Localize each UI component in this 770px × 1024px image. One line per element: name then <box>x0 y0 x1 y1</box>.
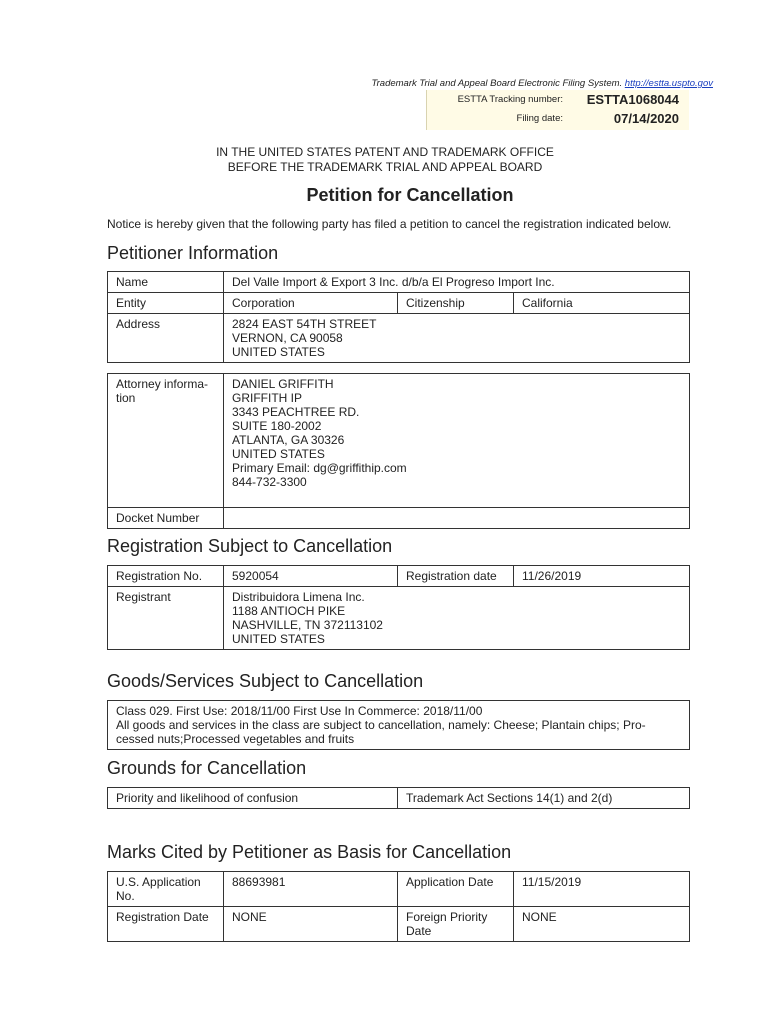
tracking-box <box>426 90 689 130</box>
grounds-heading: Grounds for Cancellation <box>107 758 307 778</box>
filing-date-label: Filing date: <box>516 113 563 124</box>
registrant-label: Registrant <box>108 587 224 650</box>
entity-label: Entity <box>108 293 224 314</box>
estta-link[interactable]: http://estta.uspto.gov <box>624 78 713 89</box>
address-line: VERNON, CA 90058 <box>232 331 343 345</box>
attorney-label-line: tion <box>116 391 136 405</box>
name-value: Del Valle Import & Export 3 Inc. d/b/a El Progreso Import Inc. <box>224 272 690 293</box>
name-label: Name <box>108 272 224 293</box>
filing-date-value: 07/14/2020 <box>613 111 679 126</box>
registrant-line: NASHVILLE, TN 372113102 <box>232 618 383 632</box>
attorney-table <box>107 373 690 529</box>
address-line: 2824 EAST 54TH STREET <box>232 317 377 331</box>
citizenship-label: Citizenship <box>398 293 514 314</box>
goods-heading: Goods/Services Subject to Cancellation <box>107 671 424 691</box>
attorney-line: 3343 PEACHTREE RD. <box>232 405 360 419</box>
tracking-number-label: ESTTA Tracking number: <box>457 94 563 105</box>
attorney-line: SUITE 180-2002 <box>232 419 322 433</box>
marks-table <box>107 871 690 942</box>
attorney-line: DANIEL GRIFFITH <box>232 377 334 391</box>
foreign-priority-label <box>398 907 514 942</box>
document-title: Petition for Cancellation <box>306 185 514 205</box>
goods-line: All goods and services in the class are subject to cancellation, namely: Cheese; Plantain chips; Pro- <box>116 718 646 732</box>
ground-value: Priority and likelihood of confusion <box>108 788 398 809</box>
marks-registration-date-label: Registration Date <box>108 907 224 942</box>
registrant-line: UNITED STATES <box>232 632 325 646</box>
foreign-priority-label-line: Foreign Priority <box>406 910 488 924</box>
foreign-priority-label-line: Date <box>406 924 432 938</box>
office-line-2: BEFORE THE TRADEMARK TRIAL AND APPEAL BOARD <box>227 160 543 174</box>
ground-basis: Trademark Act Sections 14(1) and 2(d) <box>398 788 690 809</box>
attorney-line: 844-732-3300 <box>232 475 307 489</box>
attorney-line: ATLANTA, GA 30326 <box>232 433 345 447</box>
application-date-label: Application Date <box>398 872 514 907</box>
registration-no-value: 5920054 <box>224 566 398 587</box>
application-no-label-line: No. <box>116 889 135 903</box>
office-line-1: IN THE UNITED STATES PATENT AND TRADEMARK OFFICE <box>216 145 554 159</box>
marks-heading: Marks Cited by Petitioner as Basis for Cancellation <box>107 842 512 862</box>
registration-date-value: 11/26/2019 <box>514 566 690 587</box>
goods-line: cessed nuts;Processed vegetables and fruits <box>116 732 355 746</box>
registration-no-label: Registration No. <box>108 566 224 587</box>
registrant-value <box>224 587 690 650</box>
registration-table <box>107 565 690 650</box>
citizenship-value: California <box>514 293 690 314</box>
application-no-value: 88693981 <box>224 872 398 907</box>
goods-table <box>107 700 690 750</box>
grounds-table <box>107 787 690 809</box>
marks-registration-date-value: NONE <box>224 907 398 942</box>
application-no-label-line: U.S. Application <box>116 875 201 889</box>
entity-value: Corporation <box>224 293 398 314</box>
goods-description <box>108 701 690 750</box>
tracking-number-value: ESTTA1068044 <box>586 92 679 107</box>
foreign-priority-value: NONE <box>514 907 690 942</box>
registration-heading: Registration Subject to Cancellation <box>107 536 393 556</box>
petitioner-table <box>107 271 690 363</box>
attorney-line: UNITED STATES <box>232 447 325 461</box>
petitioner-heading: Petitioner Information <box>107 243 279 263</box>
filing-system-line <box>320 78 713 89</box>
address-line: UNITED STATES <box>232 345 325 359</box>
attorney-label <box>108 374 224 508</box>
attorney-line: GRIFFITH IP <box>232 391 302 405</box>
docket-number-value <box>224 508 690 529</box>
attorney-line: Primary Email: dg@griffithip.com <box>232 461 407 475</box>
docket-number-label: Docket Number <box>108 508 224 529</box>
registrant-line: 1188 ANTIOCH PIKE <box>232 604 346 618</box>
registration-date-label: Registration date <box>398 566 514 587</box>
application-no-label <box>108 872 224 907</box>
application-date-value: 11/15/2019 <box>514 872 690 907</box>
attorney-label-line: Attorney informa- <box>116 377 209 391</box>
address-label: Address <box>108 314 224 363</box>
address-value <box>224 314 690 363</box>
registrant-line: Distribuidora Limena Inc. <box>232 590 365 604</box>
notice-text: Notice is hereby given that the following party has filed a petition to cancel the registration indicated below. <box>107 217 672 231</box>
goods-line: Class 029. First Use: 2018/11/00 First Use In Commerce: 2018/11/00 <box>116 704 483 718</box>
attorney-value <box>224 374 690 508</box>
filing-system-text: Trademark Trial and Appeal Board Electronic Filing System. <box>371 78 623 89</box>
